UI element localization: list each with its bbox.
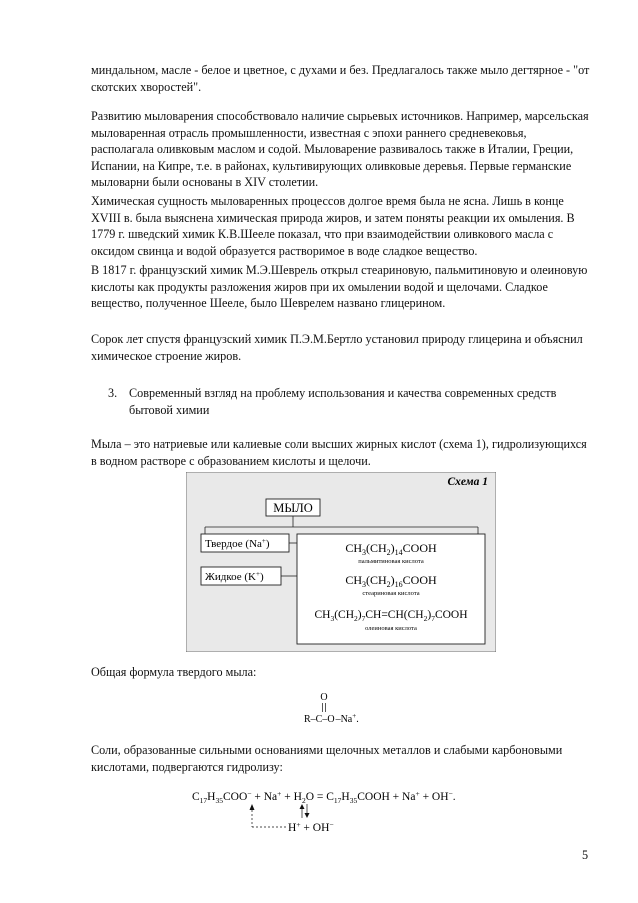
- paragraph-soap-definition: Мыла – это натриевые или калиевые соли высших жирных кислот (схема 1), гидролизующихся в водном растворе с образованием кислоты и щелочи.: [91, 437, 587, 468]
- acid-name-stearic: стеариновая кислота: [362, 590, 420, 597]
- scheme-caption: Схема 1: [447, 476, 488, 488]
- list-item-number: 3.: [108, 386, 118, 400]
- soap-general-formula: [302, 690, 412, 728]
- scheme-root-soap: МЫЛО: [273, 501, 313, 515]
- paragraph-hydrolysis: Соли, образованные сильными основаниями щелочных металлов и слабыми карбоновыми кислотами, подвергаются гидролизу:: [91, 743, 563, 774]
- hydrolysis-equation: [190, 782, 510, 836]
- svg-text:C17H35COO− + Na+ + H2O = C17H3: $C_{17}H_{35}COO^- + Na^+ + H_2O$ = $C_{17}H_{35}COOH + Na^+ + OH^-$.: [192, 788, 456, 805]
- formula-stearic: $CH_3(CH_2)_{16}COOH$: [345, 573, 437, 589]
- list-item-text: Современный взгляд на проблему использования и качества современных средств бытовой химии: [129, 386, 557, 417]
- paragraph-raw-materials: Развитию мыловарения способствовало наличие сырьевых источников. Например, марсельская мыловаренная отрасль промышленности, известная с эпохи раннего средневековья, располагала оливковым маслом и содой. Мыловарение развивалось также в Италии, Греции, Испании, на Кипре, т.е. в районах, культивирующих оливковые деревья. Первые германские мыловарни были основаны в XIV столетии.: [91, 109, 589, 190]
- formula-oleic: $CH_3(CH_2)_7CH=CH(CH_2)_7COOH$: [314, 609, 468, 623]
- paragraph-berthelot: Сорок лет спустя французский химик П.Э.М.Бертло установил природу глицерина и объяснил химическое строение жиров.: [91, 332, 583, 363]
- svg-text:O: O: [320, 692, 328, 703]
- scheme-liquid-soap: Жидкое (K+): [205, 570, 264, 583]
- paragraph-chevreul: В 1817 г. французский химик М.Э.Шеврель открыл стеариновую, пальмитиновую и олеиновую кислоты как продукты разложения жиров при их омылении водой и щелочами. Сладкое вещество, полученное Шееле, было Шеврелем названо глицерином.: [91, 263, 588, 311]
- formula-palmitic: $CH_3(CH_2)_{14}COOH$: [345, 541, 437, 557]
- paragraph-scheele: Химическая сущность мыловаренных процессов долгое время была не ясна. Лишь в конце XVIII в. была выяснена химическая природа жиров, и затем поняты реакции их омыления. В 1779 г. шведский химик К.В.Шееле показал, что при взаимодействии оливкового масла с оксидом свинца и водой образуется растворимое в воде сладкое вещество.: [91, 194, 575, 258]
- acid-name-oleic: олеиновая кислота: [365, 625, 417, 632]
- scheme-solid-soap: Твердое (Na+): [205, 537, 270, 550]
- svg-text:R–C–O–Na+.: R–C–O–Na+.: [304, 712, 359, 725]
- acid-name-palmitic: пальмитиновая кислота: [358, 558, 424, 565]
- svg-text:H+ + OH−: H+ + OH−: [288, 819, 334, 834]
- list-item-modern-view: [108, 385, 591, 418]
- page-number: 5: [582, 848, 589, 862]
- paragraph-soap-varieties: миндальном, масле - белое и цветное, с духами и без. Предлагалось также мыло дегтярное - "от скотских хворостей".: [91, 63, 590, 94]
- paragraph-general-formula: Общая формула твердого мыла:: [91, 665, 257, 679]
- scheme-1-diagram: [186, 472, 496, 652]
